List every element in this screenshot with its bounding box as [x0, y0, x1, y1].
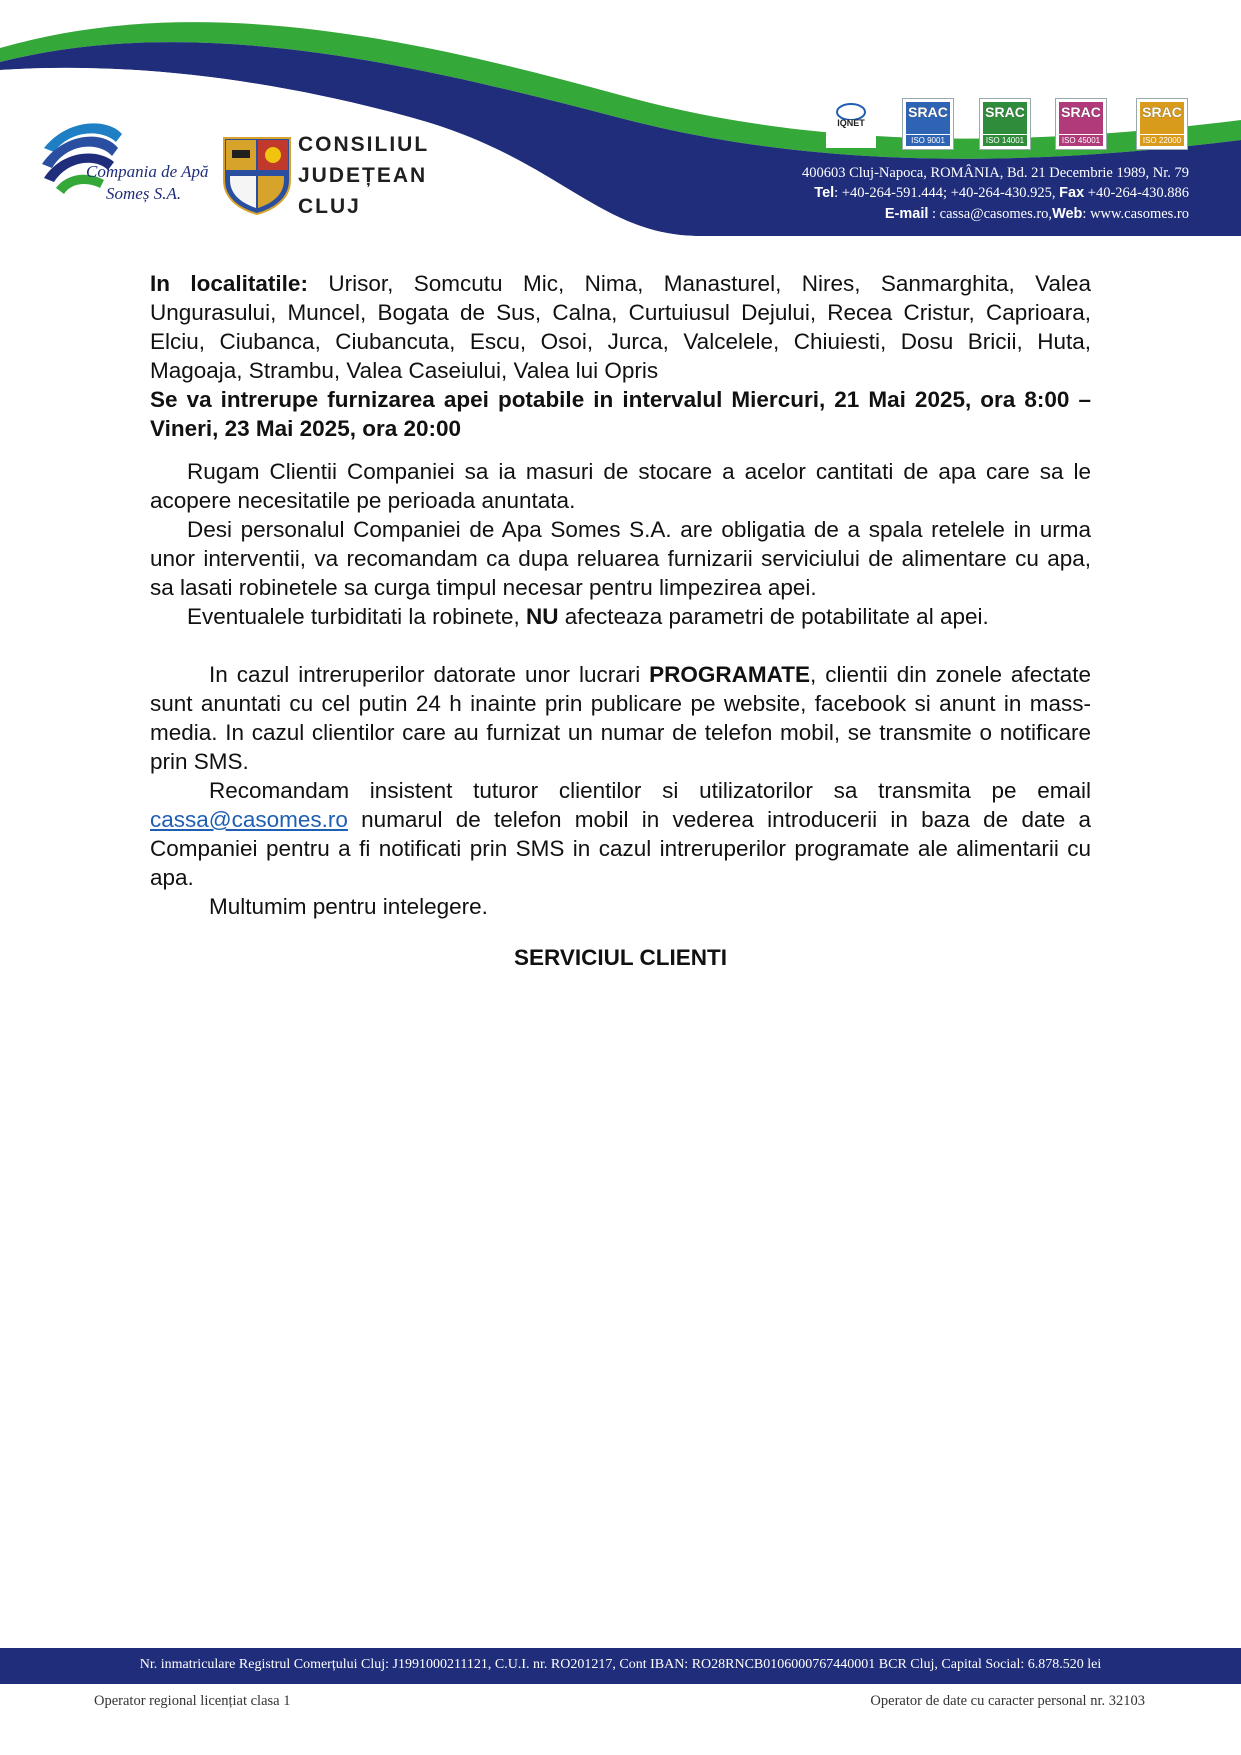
cert-badge-iso22000 — [1136, 98, 1188, 150]
paragraph-storage: Rugam Clientii Companiei sa ia masuri de stocare a acelor cantitati de apa care sa le acopere necesitatile pe perioada anuntata. — [150, 459, 1091, 513]
cert-badge-iso14001 — [979, 98, 1031, 150]
turbidity-text-c: afecteaza parametri de potabilitate al apei. — [558, 604, 989, 629]
cert-mark: SRAC — [985, 104, 1025, 120]
localities-label: In localitatile: — [150, 271, 308, 296]
footer-bar — [0, 1648, 1241, 1684]
council-title-line3: CLUJ — [298, 195, 361, 218]
council-title-line2: JUDEȚEAN — [298, 164, 428, 187]
email-link[interactable]: cassa@casomes.ro — [150, 807, 348, 832]
recommend-text-c: numarul de telefon mobil in vederea introducerii in baza de date a Companiei pentru a fi notificati prin SMS in cazul intreruperilor programate ale alimentarii cu apa. — [150, 807, 1091, 890]
email-value: : cassa@casomes.ro, — [928, 206, 1053, 222]
notice-body — [150, 269, 1091, 921]
header-address: 400603 Cluj-Napoca, ROMÂNIA, Bd. 21 Decembrie 1989, Nr. 79 — [801, 165, 1189, 181]
scheduled-text-a: In cazul intreruperilor datorate unor lucrari — [209, 662, 650, 687]
cert-badge-iso9001 — [902, 98, 954, 150]
paragraph-flushing: Desi personalul Companiei de Apa Somes S.A. are obligatia de a spala retelele in urma unor interventii, va recomandam ca dupa reluarea furnizarii serviciului de alimentare cu apa, sa lasati robinetele sa curga timpul necesar pentru limpezirea apei. — [150, 517, 1091, 600]
iqnet-label: IQNET — [837, 118, 865, 128]
cert-label: ISO 45001 — [1059, 135, 1103, 146]
cert-mark: SRAC — [1142, 104, 1182, 120]
tel-label: Tel — [814, 185, 835, 201]
company-logo — [38, 118, 208, 218]
turbidity-text-a: Eventualele turbiditati la robinete, — [187, 604, 526, 629]
localities-list: Urisor, Somcutu Mic, Nima, Manasturel, Nires, Sanmarghita, Valea Ungurasului, Muncel, Bogata de Sus, Calna, Curtuiusul Dejului, Recea Cristur, Caprioara, Elciu, Ciubanca, Ciubancuta, Escu, Osoi, Jurca, Valcelele, Chiuiesti, Dosu Bricii, Huta, Magoaja, Strambu, Valea Caseiului, Valea lui Opris — [150, 271, 1091, 383]
scheduled-word: PROGRAMATE — [649, 662, 811, 687]
fax-value: +40-264-430.886 — [1084, 185, 1189, 201]
web-value: : www.casomes.ro — [1082, 206, 1189, 222]
header-phone-fax — [814, 185, 1189, 202]
iqnet-ring-icon — [826, 100, 876, 120]
turbidity-no: NU — [525, 604, 559, 629]
company-logo-text-2: Someș S.A. — [106, 184, 182, 203]
scheduled-text-c: , clientii din zonele afectate sunt anuntati cu cel putin 24 h inainte prin publicare pe website, facebook si anunt in mass-media. In cazul clientilor care au furnizat un numar de telefon mobil, se transmite o notificare prin SMS. — [150, 662, 1091, 774]
tel-value: : +40-264-591.444; +40-264-430.925, — [834, 185, 1056, 201]
footer-registry: Nr. inmatriculare Registrul Comerțului Cluj: J1991000211121, C.U.I. nr. RO201217, Cont IBAN: RO28RNCB0106000767440001 BCR Cluj, Capital Social: 6.878.520 lei — [139, 1657, 1102, 1672]
footer-right-note: Operator de date cu caracter personal nr. 32103 — [870, 1693, 1145, 1709]
header-email-web — [885, 206, 1189, 223]
email-label: E-mail — [884, 206, 929, 222]
council-title-line1: CONSILIUL — [298, 133, 430, 156]
iqnet-cert-badge — [826, 98, 876, 148]
web-label: Web — [1052, 206, 1083, 222]
council-crest-icon — [222, 136, 292, 216]
footer-left-note: Operator regional licențiat clasa 1 — [94, 1693, 291, 1709]
localities-paragraph — [150, 269, 1091, 385]
cert-label: ISO 22000 — [1140, 135, 1184, 146]
cert-label: ISO 14001 — [983, 135, 1027, 146]
cert-mark: SRAC — [1061, 104, 1101, 120]
interruption-notice: Se va intrerupe furnizarea apei potabile in intervalul Miercuri, 21 Mai 2025, ora 8:00 – Vineri, 23 Mai 2025, ora 20:00 — [150, 387, 1091, 441]
fax-label: Fax — [1059, 185, 1085, 201]
cert-mark: SRAC — [908, 104, 948, 120]
company-logo-text-1: Compania de Apă — [86, 162, 209, 181]
paragraph-thanks: Multumim pentru intelegere. — [209, 894, 488, 919]
cert-label: ISO 9001 — [906, 135, 950, 146]
paragraph-turbidity — [150, 602, 1091, 631]
paragraph-recommend — [150, 776, 1091, 892]
signature: SERVICIUL CLIENTI — [514, 945, 727, 970]
cert-badge-iso45001 — [1055, 98, 1107, 150]
paragraph-scheduled — [150, 660, 1091, 776]
recommend-text-a: Recomandam insistent tuturor clientilor si utilizatorilor sa transmita pe email — [209, 778, 1091, 803]
